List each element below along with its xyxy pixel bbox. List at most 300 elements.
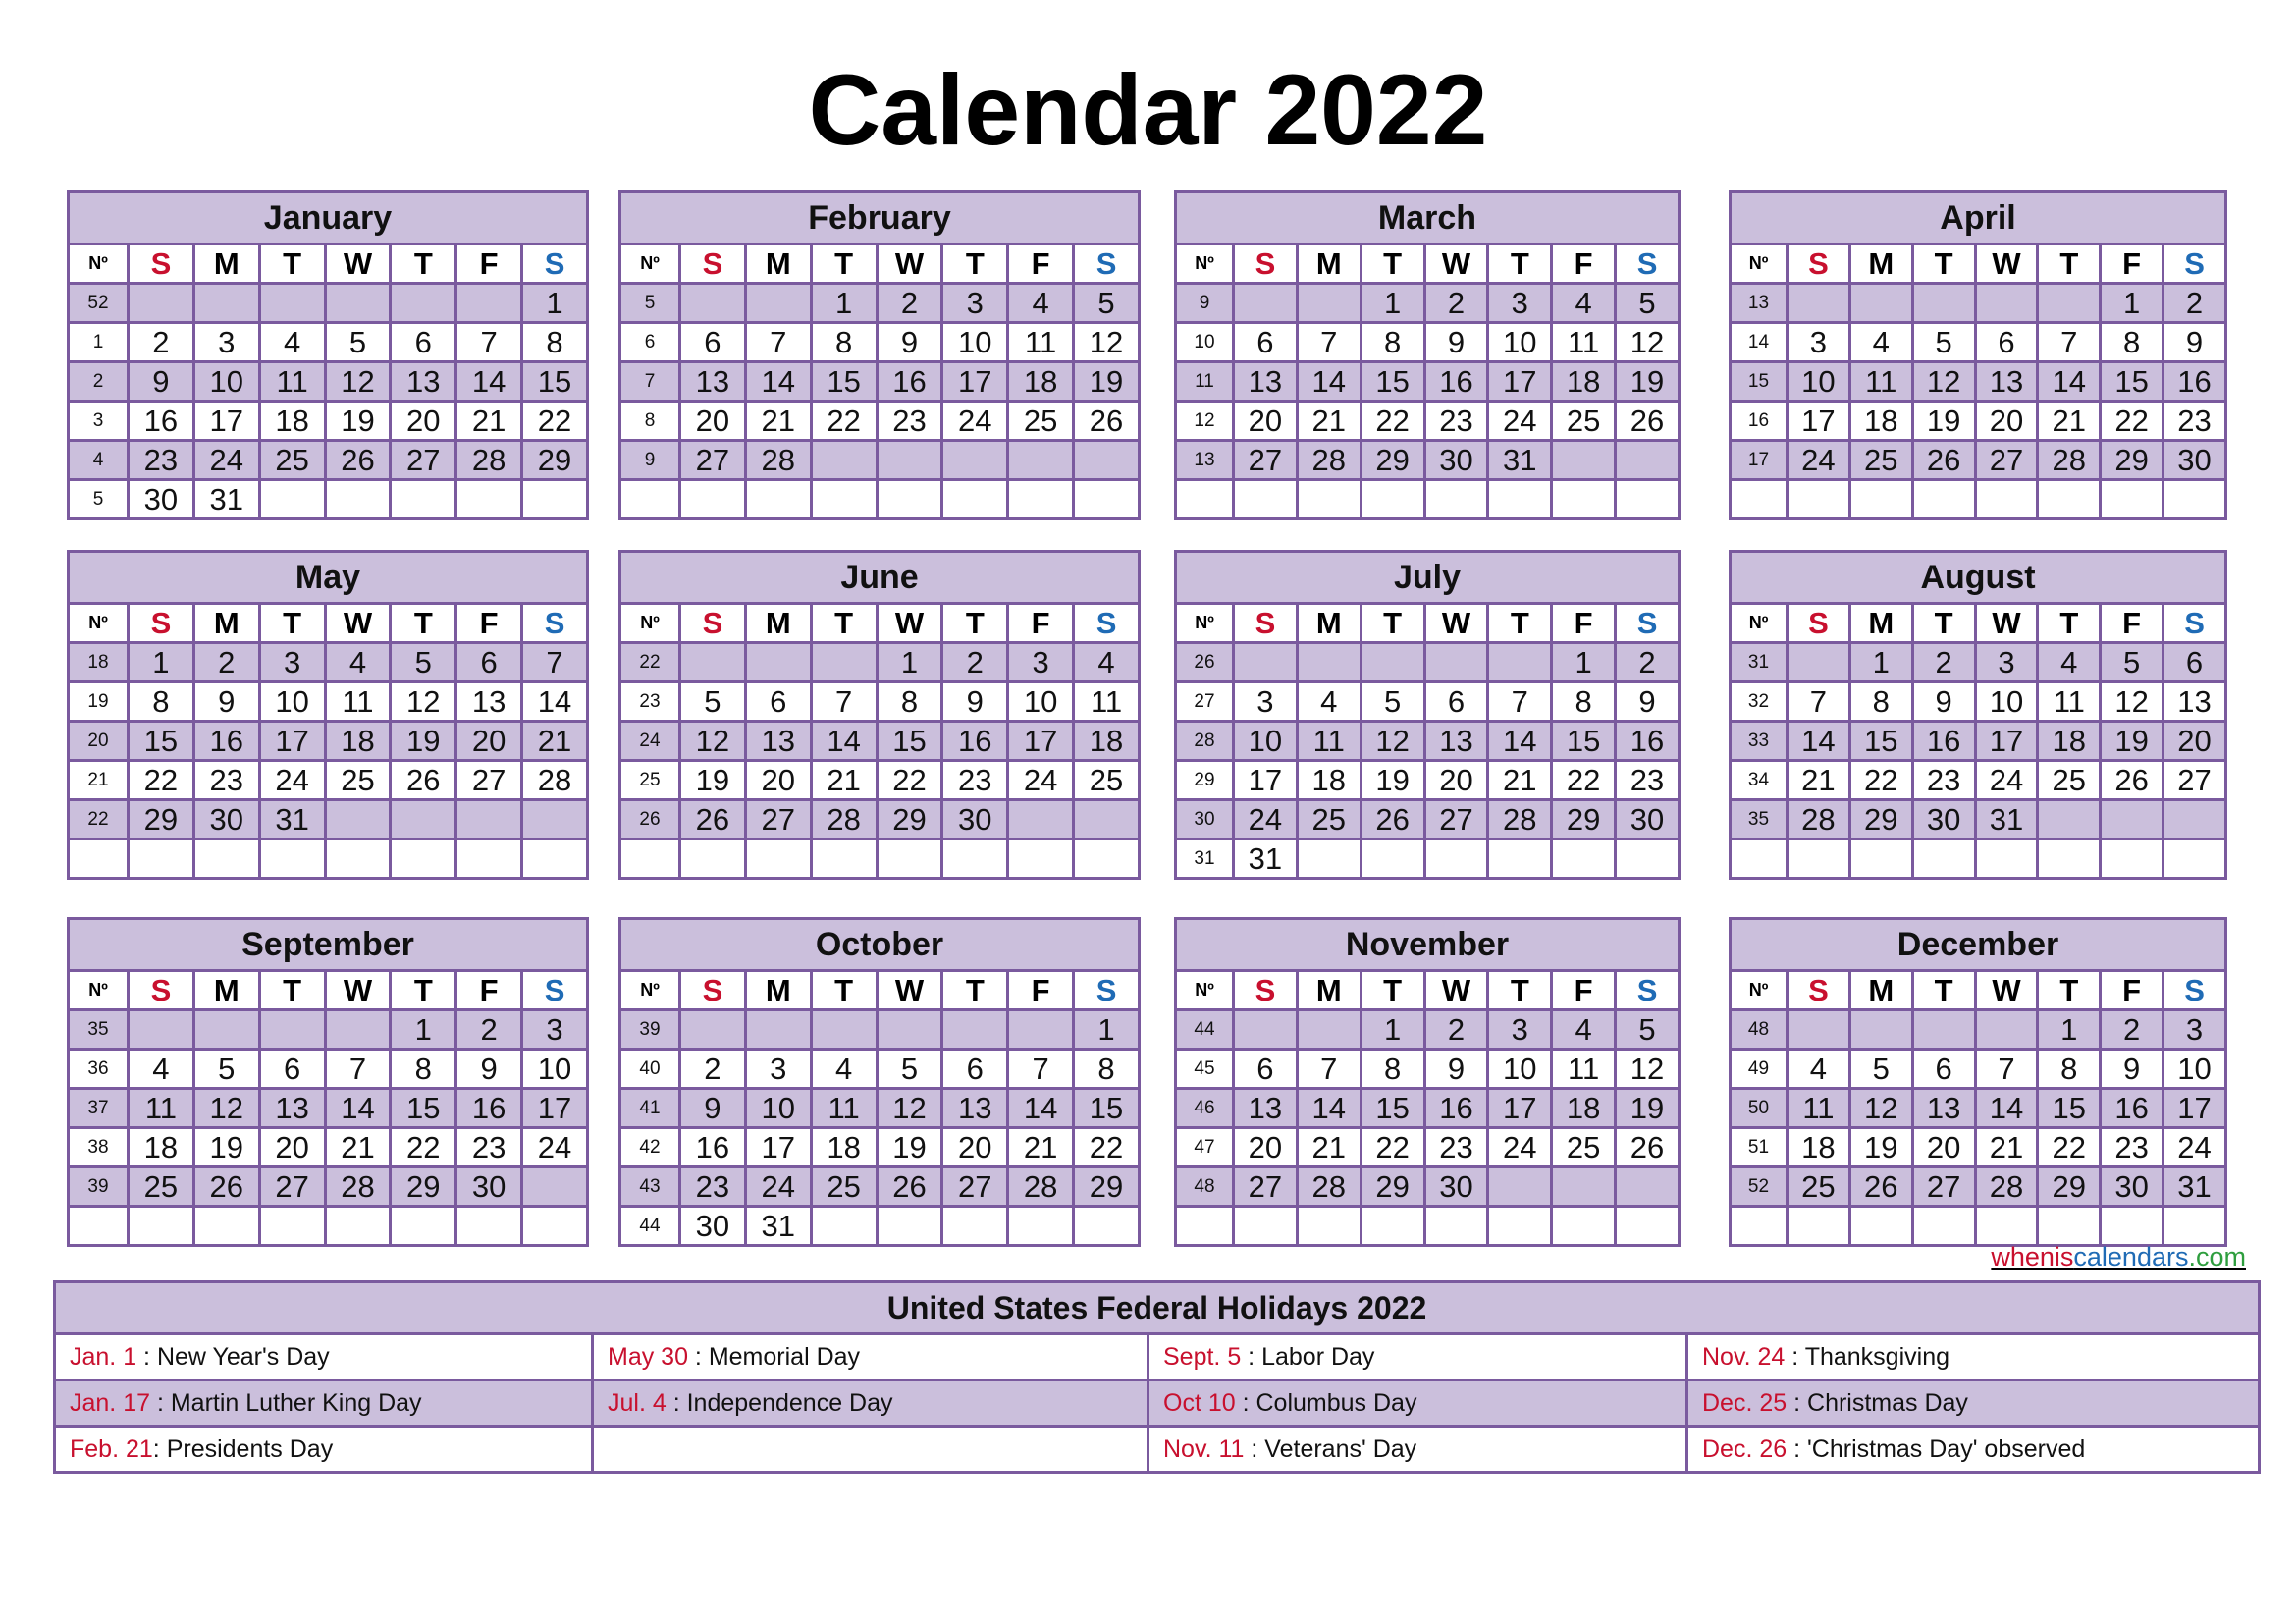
weekday-header: S: [1234, 971, 1298, 1010]
week-number: 47: [1176, 1128, 1234, 1167]
brand-part-2: calendars: [2073, 1242, 2189, 1272]
weekday-header: F: [456, 604, 522, 643]
week-number: 40: [620, 1050, 680, 1089]
day-cell: 10: [1008, 682, 1074, 722]
weekday-header: T: [1912, 604, 1975, 643]
day-cell: 3: [1788, 323, 1850, 362]
weekday-header: T: [1912, 971, 1975, 1010]
day-cell: [1488, 1167, 1552, 1207]
day-cell: [1552, 441, 1616, 480]
day-cell: 27: [745, 800, 811, 839]
weekday-header: M: [1297, 971, 1361, 1010]
weekday-header: F: [456, 244, 522, 284]
weekday-header: F: [2101, 971, 2163, 1010]
weekday-header: M: [193, 244, 259, 284]
day-cell: [325, 800, 391, 839]
day-cell: 1: [877, 643, 942, 682]
holiday-separator: :: [687, 1342, 709, 1371]
day-cell: 14: [1297, 362, 1361, 402]
weekday-header: T: [1361, 244, 1424, 284]
day-cell: 21: [1975, 1128, 2038, 1167]
week-row: [1731, 1089, 2226, 1128]
weekday-header: S: [129, 604, 194, 643]
week-number: 12: [1176, 402, 1234, 441]
day-cell: 24: [259, 761, 325, 800]
day-cell: 31: [259, 800, 325, 839]
week-number: 5: [620, 284, 680, 323]
month-may: [67, 550, 589, 880]
holiday-date: Nov. 11: [1163, 1435, 1245, 1463]
day-cell: 29: [1361, 1167, 1424, 1207]
day-cell: [1616, 1167, 1680, 1207]
holiday-cell: [593, 1334, 1148, 1380]
day-cell: 27: [1234, 1167, 1298, 1207]
day-cell: [1849, 1207, 1912, 1246]
day-cell: 8: [2101, 323, 2163, 362]
day-cell: 26: [680, 800, 746, 839]
day-cell: 5: [193, 1050, 259, 1089]
weekday-header: W: [877, 971, 942, 1010]
month-name: May: [69, 552, 588, 604]
week-number: 46: [1176, 1089, 1234, 1128]
day-cell: [1975, 284, 2038, 323]
day-cell: 13: [680, 362, 746, 402]
holiday-separator: :: [1244, 1435, 1265, 1463]
day-cell: 11: [325, 682, 391, 722]
day-cell: 9: [1912, 682, 1975, 722]
day-cell: 15: [877, 722, 942, 761]
week-number: 27: [1176, 682, 1234, 722]
week-row: [69, 284, 588, 323]
day-cell: 28: [456, 441, 522, 480]
month-december: [1729, 917, 2227, 1247]
day-cell: [877, 480, 942, 519]
day-cell: [1616, 1207, 1680, 1246]
day-cell: 8: [522, 323, 588, 362]
day-cell: 17: [259, 722, 325, 761]
day-cell: [1424, 1207, 1488, 1246]
week-number: [69, 1207, 129, 1246]
week-number: 19: [69, 682, 129, 722]
holiday-cell: [55, 1334, 593, 1380]
week-number-header: Nº: [1731, 244, 1788, 284]
week-number: 43: [620, 1167, 680, 1207]
day-cell: 20: [680, 402, 746, 441]
week-row: [69, 323, 588, 362]
holiday-separator: :: [1785, 1342, 1805, 1371]
day-cell: [1297, 480, 1361, 519]
day-cell: 1: [2038, 1010, 2101, 1050]
weekday-header: T: [942, 604, 1008, 643]
day-cell: [745, 643, 811, 682]
week-row: [1176, 1089, 1680, 1128]
day-cell: 16: [193, 722, 259, 761]
day-cell: 21: [1297, 402, 1361, 441]
day-cell: 24: [745, 1167, 811, 1207]
weekday-header: T: [259, 971, 325, 1010]
day-cell: [522, 1207, 588, 1246]
day-cell: 19: [1616, 1089, 1680, 1128]
day-cell: 9: [129, 362, 194, 402]
day-cell: 26: [1912, 441, 1975, 480]
holiday-name: Columbus Day: [1255, 1388, 1417, 1417]
day-cell: 19: [1361, 761, 1424, 800]
day-cell: [2038, 1207, 2101, 1246]
day-cell: 2: [942, 643, 1008, 682]
day-cell: 16: [2163, 362, 2226, 402]
day-cell: 12: [1912, 362, 1975, 402]
day-cell: 11: [1788, 1089, 1850, 1128]
day-cell: 7: [2038, 323, 2101, 362]
day-cell: 17: [1488, 1089, 1552, 1128]
month-name: November: [1176, 919, 1680, 971]
day-cell: 8: [811, 323, 877, 362]
day-cell: 18: [1552, 362, 1616, 402]
week-number-header: Nº: [620, 244, 680, 284]
day-cell: [1008, 1207, 1074, 1246]
day-cell: 25: [1552, 402, 1616, 441]
day-cell: 13: [1424, 722, 1488, 761]
week-row: [620, 722, 1140, 761]
day-cell: [745, 480, 811, 519]
day-cell: 23: [877, 402, 942, 441]
week-row: [69, 1128, 588, 1167]
day-cell: [391, 284, 456, 323]
week-row: [1176, 480, 1680, 519]
day-cell: 12: [877, 1089, 942, 1128]
day-cell: 15: [1361, 1089, 1424, 1128]
holiday-date: Sept. 5: [1163, 1342, 1242, 1371]
week-number: 5: [69, 480, 129, 519]
day-cell: 23: [193, 761, 259, 800]
day-cell: 12: [1849, 1089, 1912, 1128]
weekday-header: S: [680, 971, 746, 1010]
day-cell: [1552, 1167, 1616, 1207]
week-number-header: Nº: [1731, 604, 1788, 643]
day-cell: 2: [877, 284, 942, 323]
day-cell: [1297, 643, 1361, 682]
weekday-header: T: [259, 244, 325, 284]
day-cell: [1234, 1207, 1298, 1246]
day-cell: 11: [2038, 682, 2101, 722]
day-cell: [1074, 480, 1140, 519]
day-cell: [1912, 839, 1975, 879]
week-number-header: Nº: [1176, 244, 1234, 284]
day-cell: 23: [1912, 761, 1975, 800]
day-cell: [745, 839, 811, 879]
day-cell: 30: [1424, 441, 1488, 480]
day-cell: 13: [942, 1089, 1008, 1128]
month-name: January: [69, 192, 588, 244]
week-number: 31: [1731, 643, 1788, 682]
day-cell: 6: [680, 323, 746, 362]
day-cell: 20: [1234, 1128, 1298, 1167]
holiday-date: May 30: [608, 1342, 688, 1371]
week-number: 2: [69, 362, 129, 402]
day-cell: 2: [1912, 643, 1975, 682]
week-number: 35: [1731, 800, 1788, 839]
weekday-header: S: [1074, 244, 1140, 284]
day-cell: 13: [1912, 1089, 1975, 1128]
week-number: 13: [1731, 284, 1788, 323]
day-cell: 20: [391, 402, 456, 441]
day-cell: 13: [391, 362, 456, 402]
day-cell: 6: [1975, 323, 2038, 362]
day-cell: 28: [1788, 800, 1850, 839]
day-cell: 13: [259, 1089, 325, 1128]
day-cell: 19: [1074, 362, 1140, 402]
day-cell: 6: [942, 1050, 1008, 1089]
week-number: [1731, 480, 1788, 519]
week-row: [620, 402, 1140, 441]
day-cell: 27: [942, 1167, 1008, 1207]
week-row: [1731, 839, 2226, 879]
day-cell: 16: [1424, 362, 1488, 402]
week-row: [1731, 441, 2226, 480]
weekday-header: M: [745, 971, 811, 1010]
day-cell: 30: [129, 480, 194, 519]
weekday-header: T: [1912, 244, 1975, 284]
day-cell: [1849, 1010, 1912, 1050]
day-cell: 16: [1912, 722, 1975, 761]
day-cell: 2: [2101, 1010, 2163, 1050]
day-cell: 18: [1297, 761, 1361, 800]
weekday-header: F: [1552, 971, 1616, 1010]
day-cell: 15: [1849, 722, 1912, 761]
week-row: [1731, 1167, 2226, 1207]
weekday-header: T: [2038, 244, 2101, 284]
day-cell: 26: [877, 1167, 942, 1207]
holiday-name: 'Christmas Day' observed: [1807, 1435, 2086, 1463]
day-cell: 4: [2038, 643, 2101, 682]
weekday-header: T: [811, 244, 877, 284]
month-february: [618, 190, 1141, 520]
day-cell: 19: [680, 761, 746, 800]
week-row: [1176, 761, 1680, 800]
day-cell: 2: [1424, 1010, 1488, 1050]
week-row: [1176, 362, 1680, 402]
holiday-row: [55, 1380, 2260, 1427]
day-cell: [193, 1010, 259, 1050]
day-cell: [522, 800, 588, 839]
month-october: [618, 917, 1141, 1247]
week-row: [69, 1010, 588, 1050]
week-number: 48: [1731, 1010, 1788, 1050]
day-cell: 30: [942, 800, 1008, 839]
day-cell: 20: [1234, 402, 1298, 441]
week-row: [1176, 323, 1680, 362]
week-number-header: Nº: [69, 604, 129, 643]
day-cell: [1912, 1207, 1975, 1246]
week-row: [1731, 284, 2226, 323]
week-row: [1731, 1128, 2226, 1167]
day-cell: 9: [1616, 682, 1680, 722]
day-cell: 26: [193, 1167, 259, 1207]
week-row: [69, 362, 588, 402]
day-cell: 7: [1488, 682, 1552, 722]
day-cell: 24: [1975, 761, 2038, 800]
weekday-header: F: [2101, 244, 2163, 284]
day-cell: 27: [2163, 761, 2226, 800]
day-cell: [1361, 1207, 1424, 1246]
week-number: [1731, 1207, 1788, 1246]
weekday-header: T: [1488, 604, 1552, 643]
day-cell: 26: [1616, 402, 1680, 441]
weekday-header: F: [1552, 604, 1616, 643]
day-cell: 9: [456, 1050, 522, 1089]
day-cell: 3: [1008, 643, 1074, 682]
weekday-header: F: [1008, 604, 1074, 643]
weekday-header: M: [1849, 971, 1912, 1010]
site-brand-link[interactable]: [1973, 1242, 2246, 1272]
weekday-header: M: [1849, 604, 1912, 643]
week-number: 29: [1176, 761, 1234, 800]
day-cell: 25: [1297, 800, 1361, 839]
week-row: [1176, 1010, 1680, 1050]
brand-part-3: .com: [2188, 1242, 2246, 1272]
day-cell: 8: [129, 682, 194, 722]
month-august: [1729, 550, 2227, 880]
brand-part-1: whenis: [1991, 1242, 2074, 1272]
day-cell: 31: [2163, 1167, 2226, 1207]
day-cell: [877, 441, 942, 480]
day-cell: 11: [1297, 722, 1361, 761]
weekday-header: W: [1975, 244, 2038, 284]
day-cell: [1849, 284, 1912, 323]
week-row: [620, 1207, 1140, 1246]
day-cell: 20: [1975, 402, 2038, 441]
day-cell: [1788, 1207, 1850, 1246]
day-cell: [522, 480, 588, 519]
weekday-header: W: [877, 244, 942, 284]
day-cell: 5: [325, 323, 391, 362]
week-number: 8: [620, 402, 680, 441]
day-cell: [325, 1010, 391, 1050]
day-cell: 4: [1074, 643, 1140, 682]
day-cell: 14: [811, 722, 877, 761]
day-cell: [1788, 643, 1850, 682]
holiday-date: Feb. 21: [70, 1435, 153, 1463]
day-cell: [1912, 1010, 1975, 1050]
week-number: 16: [1731, 402, 1788, 441]
day-cell: 27: [1912, 1167, 1975, 1207]
week-number: 41: [620, 1089, 680, 1128]
day-cell: 4: [1008, 284, 1074, 323]
day-cell: [2101, 839, 2163, 879]
holidays-table: [53, 1280, 2261, 1474]
day-cell: 19: [877, 1128, 942, 1167]
week-number: 42: [620, 1128, 680, 1167]
day-cell: [259, 1207, 325, 1246]
day-cell: 5: [391, 643, 456, 682]
week-number: 44: [1176, 1010, 1234, 1050]
day-cell: 28: [811, 800, 877, 839]
day-cell: [1488, 1207, 1552, 1246]
day-cell: 22: [1361, 402, 1424, 441]
holiday-date: Jan. 17: [70, 1388, 151, 1417]
week-number: 21: [69, 761, 129, 800]
day-cell: [1361, 480, 1424, 519]
day-cell: [1912, 480, 1975, 519]
day-cell: [1234, 643, 1298, 682]
day-cell: 4: [129, 1050, 194, 1089]
day-cell: 19: [1912, 402, 1975, 441]
holiday-separator: :: [136, 1342, 157, 1371]
day-cell: [259, 480, 325, 519]
day-cell: [1361, 839, 1424, 879]
day-cell: [1788, 480, 1850, 519]
week-number: 1: [69, 323, 129, 362]
day-cell: [811, 1207, 877, 1246]
day-cell: 22: [391, 1128, 456, 1167]
day-cell: 1: [522, 284, 588, 323]
week-row: [620, 839, 1140, 879]
day-cell: 24: [1488, 402, 1552, 441]
day-cell: 1: [1361, 284, 1424, 323]
week-number: [1731, 839, 1788, 879]
week-number: 28: [1176, 722, 1234, 761]
day-cell: 15: [1361, 362, 1424, 402]
day-cell: [1788, 284, 1850, 323]
day-cell: 9: [877, 323, 942, 362]
day-cell: 8: [877, 682, 942, 722]
week-number: 49: [1731, 1050, 1788, 1089]
weekday-header: W: [325, 244, 391, 284]
day-cell: 12: [325, 362, 391, 402]
weekday-header: S: [1616, 971, 1680, 1010]
week-row: [69, 643, 588, 682]
day-cell: 27: [259, 1167, 325, 1207]
day-cell: 18: [1552, 1089, 1616, 1128]
day-cell: [391, 480, 456, 519]
week-row: [69, 1167, 588, 1207]
day-cell: 5: [680, 682, 746, 722]
week-row: [1176, 1207, 1680, 1246]
day-cell: 19: [1616, 362, 1680, 402]
day-cell: [129, 1010, 194, 1050]
day-cell: [1975, 1207, 2038, 1246]
day-cell: 26: [391, 761, 456, 800]
day-cell: 29: [1849, 800, 1912, 839]
holiday-cell: [55, 1427, 593, 1473]
day-cell: 25: [1552, 1128, 1616, 1167]
weekday-header: S: [129, 971, 194, 1010]
day-cell: [129, 839, 194, 879]
day-cell: 11: [259, 362, 325, 402]
day-cell: 21: [1297, 1128, 1361, 1167]
day-cell: 3: [522, 1010, 588, 1050]
week-number: 3: [69, 402, 129, 441]
day-cell: 8: [1074, 1050, 1140, 1089]
weekday-header: S: [522, 604, 588, 643]
week-row: [69, 402, 588, 441]
holiday-name: Presidents Day: [166, 1435, 334, 1463]
week-row: [69, 761, 588, 800]
week-row: [620, 441, 1140, 480]
day-cell: 1: [2101, 284, 2163, 323]
day-cell: [942, 441, 1008, 480]
day-cell: 14: [1008, 1089, 1074, 1128]
week-number: 24: [620, 722, 680, 761]
week-number: 10: [1176, 323, 1234, 362]
day-cell: 8: [2038, 1050, 2101, 1089]
day-cell: 8: [1361, 323, 1424, 362]
day-cell: [1849, 839, 1912, 879]
day-cell: 30: [2101, 1167, 2163, 1207]
day-cell: [129, 284, 194, 323]
day-cell: 22: [1074, 1128, 1140, 1167]
day-cell: 21: [745, 402, 811, 441]
